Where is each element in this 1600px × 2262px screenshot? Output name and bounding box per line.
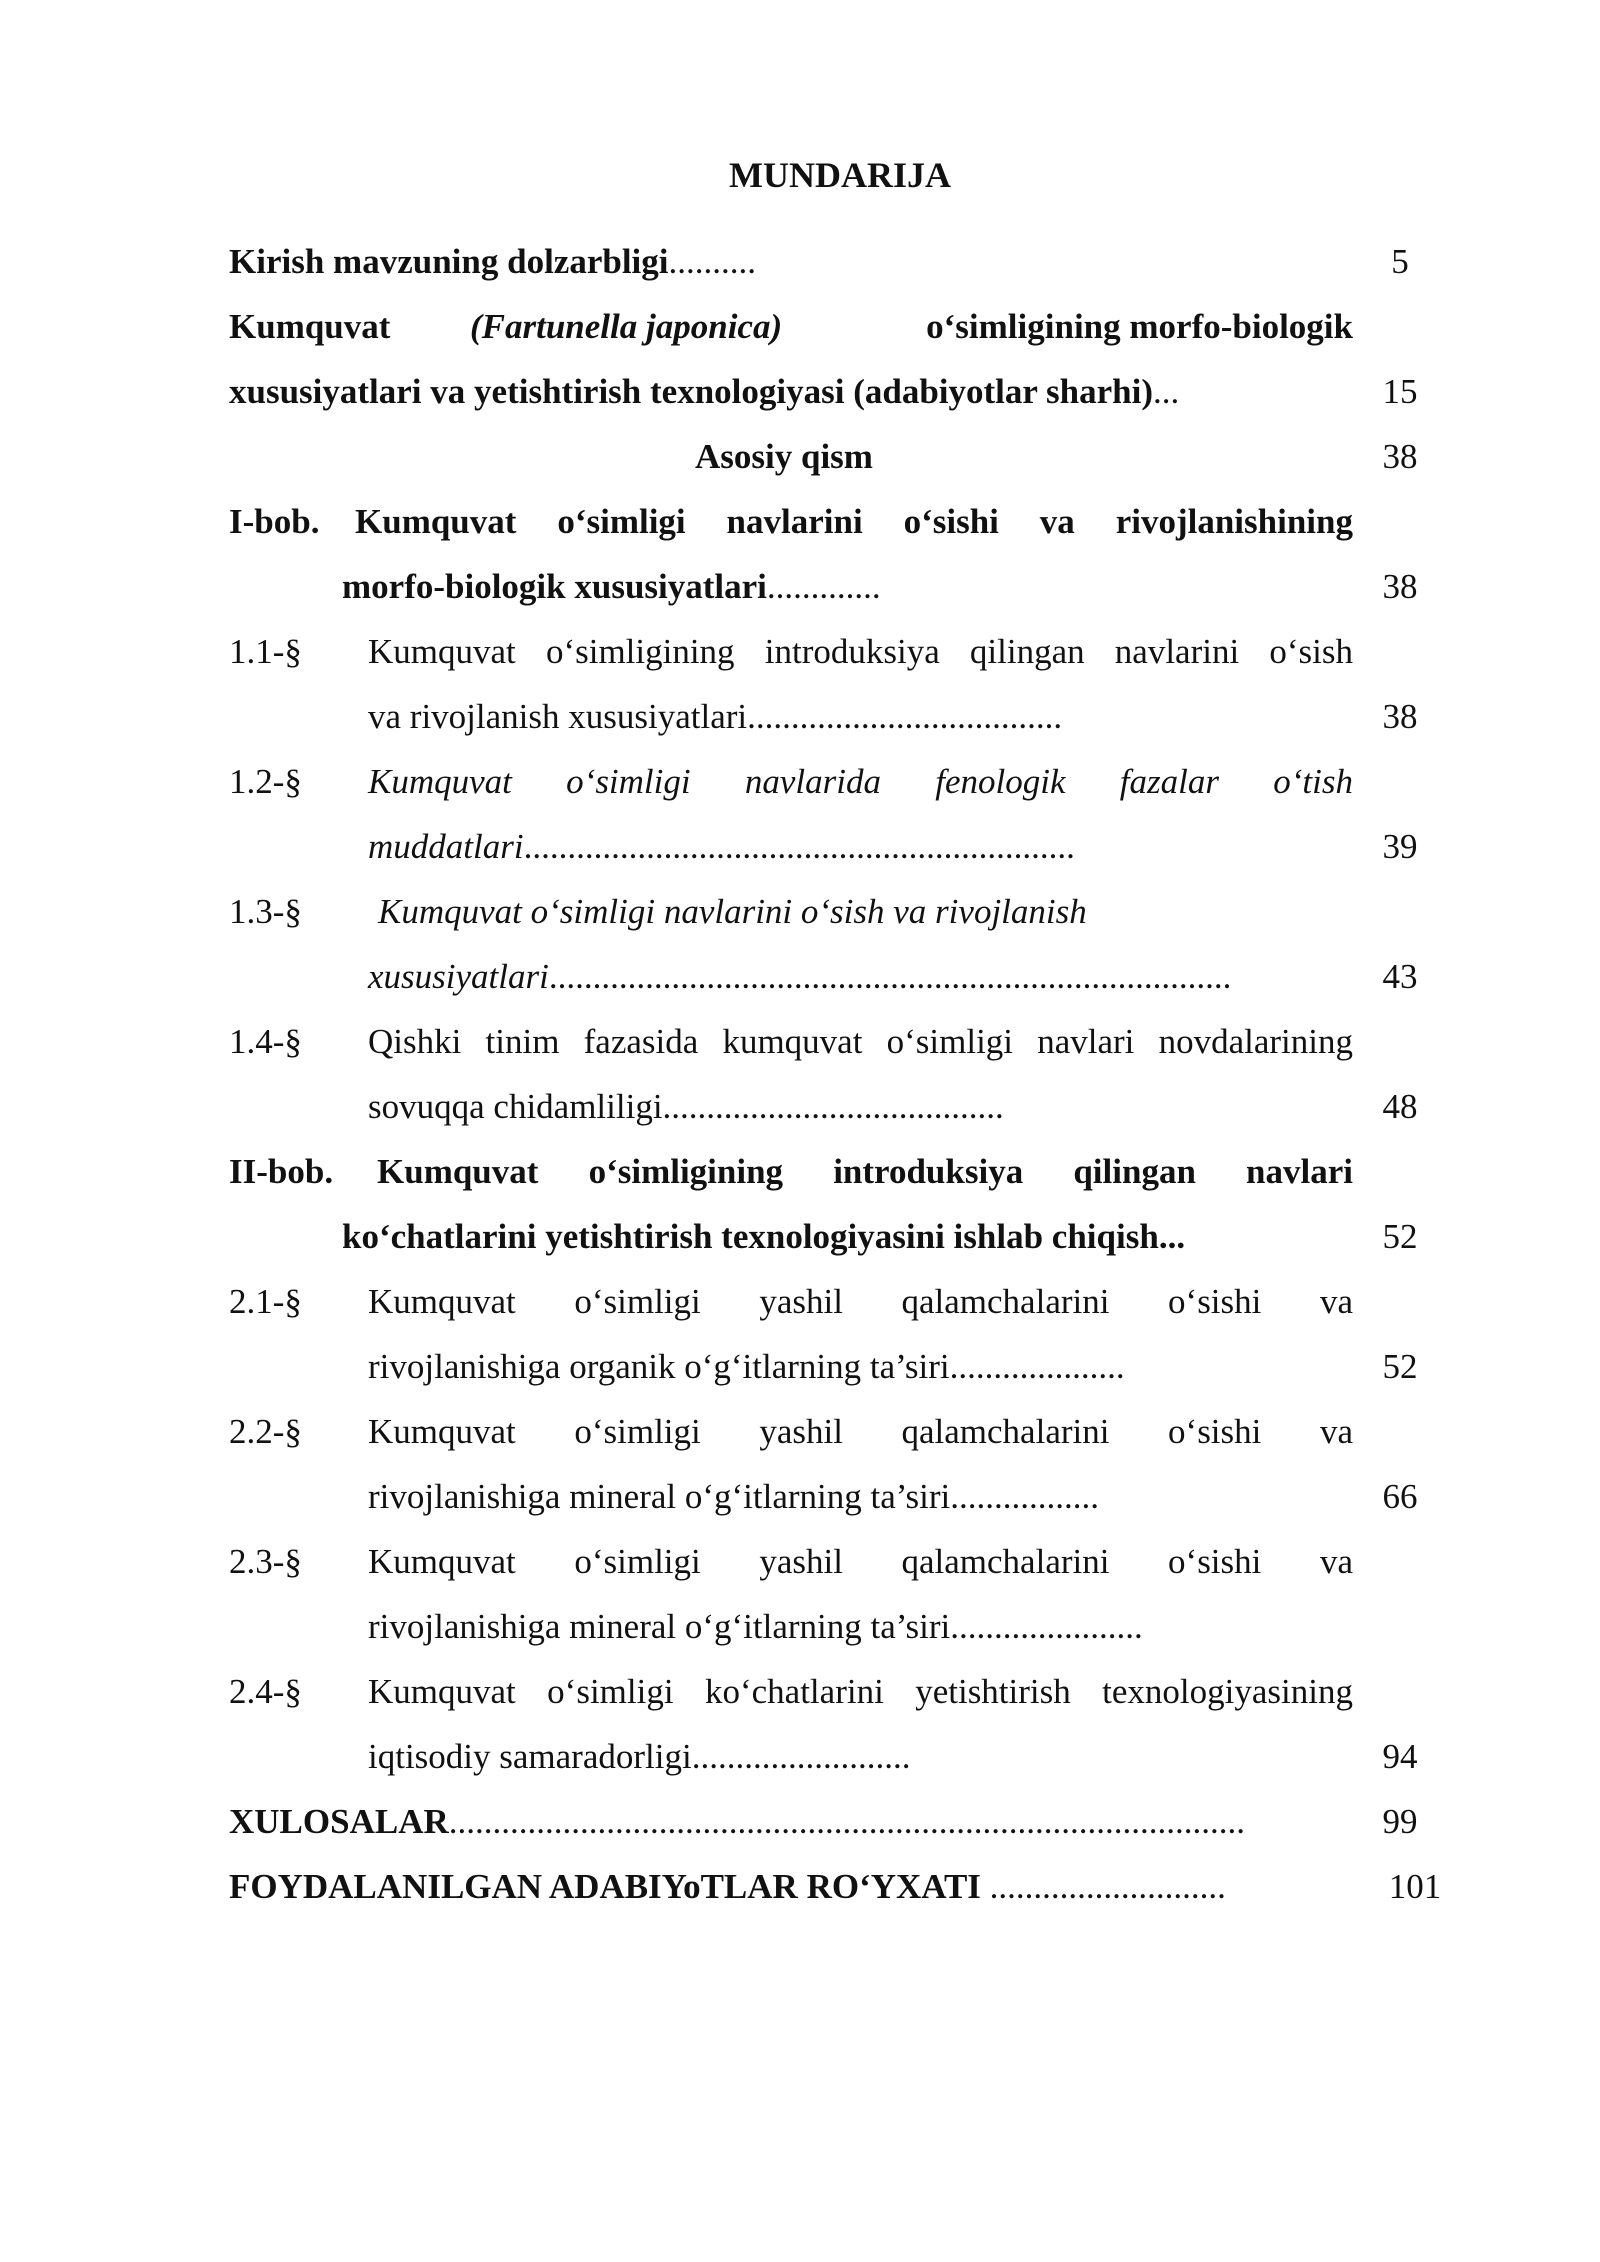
toc-entry-line2: [342, 562, 881, 612]
toc-section-number: 1.4-§: [229, 1022, 302, 1061]
toc-entry-text: morfo-biologik xususiyatlari: [342, 567, 767, 606]
toc-entry-text: Kumquvat o‘simligining introduksiya qilingan navlari: [377, 1152, 1353, 1191]
toc-dots: ...: [1158, 1217, 1186, 1256]
toc-entry-text: Kumquvat o‘simligi yashil qalamchalarini o‘sishi va: [368, 1282, 1353, 1321]
toc-entry-text: Kumquvat o‘simligining introduksiya qilingan navlarini o‘sish: [368, 632, 1353, 671]
toc-dots: ...............................................................: [523, 827, 1075, 866]
toc-page-number: 5: [1391, 242, 1409, 281]
toc-page-number: 94: [1382, 1737, 1418, 1776]
toc-entry-line2: [368, 1602, 1143, 1652]
toc-entry-references: [229, 1862, 1226, 1912]
toc-entry-text: XULOSALAR: [229, 1802, 449, 1841]
toc-page-number: 43: [1382, 957, 1418, 996]
toc-entry-text: ko‘chatlarini yetishtirish texnologiyasini ishlab chiqish: [342, 1217, 1159, 1256]
toc-entry-text: iqtisodiy samaradorligi: [368, 1737, 692, 1776]
toc-page-number: 101: [1388, 1867, 1442, 1906]
toc-page-number: 15: [1382, 372, 1418, 411]
toc-entry-text: Kumquvat o‘simligi yashil qalamchalarini o‘sishi va: [368, 1412, 1353, 1451]
toc-dots: ...........................................................................................: [448, 1802, 1246, 1841]
toc-entry-text-c: o‘simligining morfo-biologik: [926, 307, 1353, 346]
toc-entry-text-a: Kumquvat: [229, 307, 391, 346]
toc-page-number: 48: [1382, 1087, 1418, 1126]
toc-chapter-number: I-bob.: [229, 502, 320, 541]
toc-page-number: 99: [1382, 1802, 1418, 1841]
toc-chapter-number: II-bob.: [229, 1152, 334, 1191]
toc-dots: ..............................................................................: [548, 957, 1232, 996]
toc-entry-line2: [368, 1082, 1004, 1132]
toc-entry-text: va rivojlanish xususiyatlari: [368, 697, 748, 736]
toc-section-heading: Asosiy qism: [695, 437, 873, 476]
toc-entry-latin-name: (Fartunella japonica): [470, 307, 783, 346]
toc-entry-text: Qishki tinim fazasida kumquvat o‘simligi navlari novdalarining: [368, 1022, 1353, 1061]
toc-entry-intro: [229, 237, 756, 287]
toc-entry-text: rivojlanishiga mineral o‘g‘itlarning ta’siri: [368, 1477, 951, 1516]
toc-entry-text: Kumquvat o‘simligi ko‘chatlarini yetishtirish texnologiyasining: [368, 1672, 1353, 1711]
toc-dots: ......................: [950, 1607, 1143, 1646]
toc-section-number: 1.2-§: [229, 762, 302, 801]
toc-entry-text: xususiyatlari va yetishtirish texnologiyasi (adabiyotlar sharhi): [229, 372, 1154, 411]
toc-section-number: 2.1-§: [229, 1282, 302, 1321]
toc-page-number: 38: [1382, 567, 1418, 606]
toc-dots: .................: [950, 1477, 1099, 1516]
toc-page-number: 52: [1382, 1217, 1418, 1256]
toc-entry-line2: [368, 1732, 910, 1782]
toc-entry-text: Kumquvat o‘simligi navlarini o‘sishi va rivojlanishining: [355, 502, 1353, 541]
toc-entry-text: rivojlanishiga organik o‘g‘itlarning ta’siri: [368, 1347, 950, 1386]
toc-dots: ....................................: [747, 697, 1063, 736]
toc-entry-text: xususiyatlari: [368, 957, 549, 996]
toc-entry-text: muddatlari: [368, 827, 524, 866]
toc-entry-text: Kumquvat o‘simligi navlarini o‘sish va rivojlanish: [378, 892, 1087, 931]
toc-entry-line2: [368, 692, 1062, 742]
toc-page-number: 38: [1382, 697, 1418, 736]
toc-page-number: 39: [1382, 827, 1418, 866]
toc-dots: ...........................: [980, 1867, 1226, 1906]
toc-dots: ...: [1153, 372, 1180, 411]
toc-entry-literature-line2: [229, 367, 1179, 417]
toc-dots: ....................: [949, 1347, 1125, 1386]
toc-entry-text: Kirish mavzuning dolzarbligi: [229, 242, 669, 281]
toc-entry-line2: [368, 822, 1075, 872]
toc-entry-literature-line1: [229, 302, 1353, 352]
toc-entry-line2: [368, 1342, 1125, 1392]
toc-page-number: 52: [1382, 1347, 1418, 1386]
toc-section-number: 1.1-§: [229, 632, 302, 671]
toc-dots: ..........: [668, 242, 756, 281]
toc-entry-text: rivojlanishiga mineral o‘g‘itlarning ta’siri: [368, 1607, 951, 1646]
toc-page-number: 38: [1382, 437, 1418, 476]
toc-dots: .......................................: [662, 1087, 1004, 1126]
toc-entry-text: Kumquvat o‘simligi yashil qalamchalarini o‘sishi va: [368, 1542, 1353, 1581]
page-title: MUNDARIJA: [729, 155, 951, 195]
toc-entry-text: sovuqqa chidamliligi: [368, 1087, 663, 1126]
toc-entry-text: Kumquvat o‘simligi navlarida fenologik fazalar o‘tish: [368, 762, 1353, 801]
toc-page-number: 66: [1382, 1477, 1418, 1516]
toc-dots: .............: [766, 567, 881, 606]
toc-entry-conclusions: [229, 1797, 1245, 1847]
toc-section-number: 2.3-§: [229, 1542, 302, 1581]
toc-entry-line2: [368, 952, 1231, 1002]
toc-dots: .........................: [691, 1737, 911, 1776]
toc-section-number: 2.2-§: [229, 1412, 302, 1451]
toc-entry-line2: [368, 1472, 1099, 1522]
toc-section-number: 2.4-§: [229, 1672, 302, 1711]
toc-page-number: [1360, 1602, 1440, 1652]
toc-section-number: 1.3-§: [229, 892, 302, 931]
toc-entry-text: FOYDALANILGAN ADABIYoTLAR RO‘YXATI: [229, 1867, 981, 1906]
toc-entry-line2: [342, 1212, 1185, 1262]
